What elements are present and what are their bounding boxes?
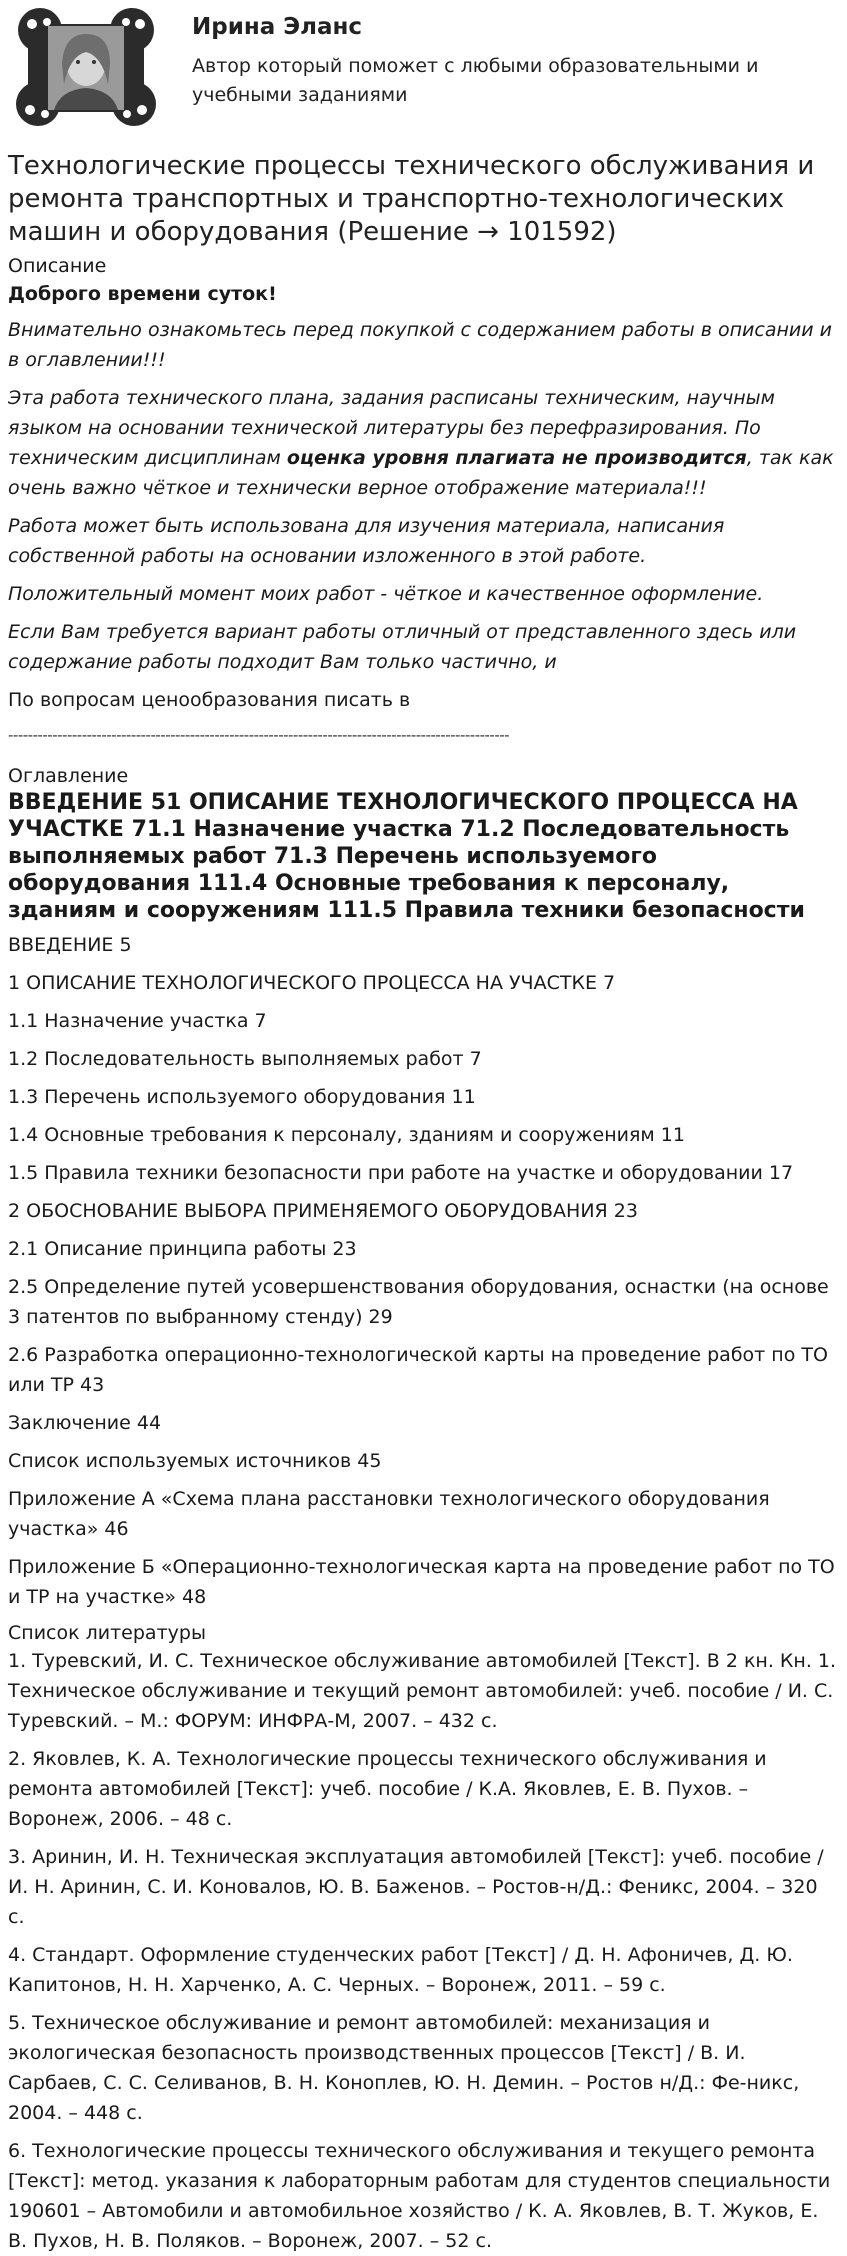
toc-item: 2.1 Описание принципа работы 23: [8, 1238, 357, 1260]
author-name[interactable]: Ирина Эланс: [192, 14, 363, 40]
toc-item: Заключение 44: [8, 1412, 162, 1434]
literature-label: Список литературы: [8, 1622, 206, 1644]
literature-item: 4. Стандарт. Оформление студенческих работ [Текст] / Д. Н. Афоничев, Д. Ю. Капитонов, Н. Н. Харченко, А. С. Черных. – Воронеж, 2011. – 59 с.: [8, 1944, 793, 1996]
description-greeting: Доброго времени суток!: [8, 283, 277, 305]
toc-item: 2.6 Разработка операционно-технологической карты на проведение работ по ТО или ТР 43: [8, 1344, 828, 1396]
description-paragraph: Положительный момент моих работ - чёткое и качественное оформление.: [8, 583, 764, 605]
toc-label: Оглавление: [8, 765, 129, 787]
toc-item: 1 ОПИСАНИЕ ТЕХНОЛОГИЧЕСКОГО ПРОЦЕССА НА УЧАСТКЕ 7: [8, 972, 616, 994]
toc-item: 1.3 Перечень используемого оборудования 11: [8, 1086, 476, 1108]
literature-item: 5. Техническое обслуживание и ремонт автомобилей: механизация и экологическая безопасность производственных процессов [Текст] / В. И. Сарбаев, С. С. Селиванов, В. Н. Коноплев, Ю. Н. Демин. – Ростов н/Д.: Фе-никс, 2004. – 448 с.: [8, 2012, 800, 2124]
toc-list: [8, 930, 837, 1612]
description-paragraph-plagiarism: [8, 383, 837, 503]
toc-item: 2.5 Определение путей усовершенствования оборудования, оснастки (на основе 3 патентов по выбранному стенду) 29: [8, 1276, 829, 1328]
author-header: [8, 0, 837, 140]
plagiarism-text-part: Эта работа технического плана, задания расписаны техническим, научным языком на основании технической литературы без перефразирования. По техническим дисциплинам: [8, 387, 775, 469]
toc-item: 1.5 Правила техники безопасности при работе на участке и оборудовании 17: [8, 1162, 794, 1184]
toc-item: ВВЕДЕНИЕ 5: [8, 934, 132, 956]
literature-list: [8, 1646, 837, 2256]
description-label: Описание: [8, 255, 107, 277]
author-avatar[interactable]: [14, 6, 158, 128]
toc-item: 1.1 Назначение участка 7: [8, 1010, 267, 1032]
description-paragraph: Если Вам требуется вариант работы отличный от представленного здесь или содержание работы подходит Вам только частично, и: [8, 621, 797, 673]
plagiarism-emphasis: оценка уровня плагиата не производится: [286, 447, 747, 469]
divider-line: ------------------------------------------------------------------------------------------------------: [8, 726, 510, 744]
toc-item: 2 ОБОСНОВАНИЕ ВЫБОРА ПРИМЕНЯЕМОГО ОБОРУДОВАНИЯ 23: [8, 1200, 638, 1222]
toc-item: Список используемых источников 45: [8, 1450, 382, 1472]
toc-item: 1.4 Основные требования к персоналу, зданиям и сооружениям 11: [8, 1124, 685, 1146]
toc-item: 1.2 Последовательность выполняемых работ 7: [8, 1048, 482, 1070]
author-description: Автор который поможет с любыми образовательными и учебными заданиями: [192, 55, 759, 106]
work-title: Технологические процессы технического обслуживания и ремонта транспортных и транспортно-технологических машин и оборудования (Решение → 101592): [8, 151, 815, 247]
pricing-contact-text: По вопросам ценообразования писать в: [8, 689, 411, 711]
toc-summary: ВВЕДЕНИЕ 51 ОПИСАНИЕ ТЕХНОЛОГИЧЕСКОГО ПРОЦЕССА НА УЧАСТКЕ 71.1 Назначение участка 71.2 Последовательность выполняемых работ 71.3 Перечень используемого оборудования 111.4 Основные требования к персоналу, зданиям и сооружениям 111.5 Правила техники безопасности: [8, 790, 805, 923]
literature-item: 1. Туревский, И. С. Техническое обслуживание автомобилей [Текст]. В 2 кн. Кн. 1. Техническое обслуживание и текущий ремонт автомобилей: учеб. пособие / И. С. Туревский. – М.: ФОРУМ: ИНФРА-М, 2007. – 432 с.: [8, 1650, 837, 1732]
toc-item: Приложение Б «Операционно-технологическая карта на проведение работ по ТО и ТР на участке» 48: [8, 1556, 835, 1608]
description-paragraph: Внимательно ознакомьтесь перед покупкой с содержанием работы в описании и в оглавлении!!!: [8, 319, 832, 371]
toc-item: Приложение А «Схема плана расстановки технологического оборудования участка» 46: [8, 1488, 770, 1540]
literature-item: 3. Аринин, И. Н. Техническая эксплуатация автомобилей [Текст]: учеб. пособие / И. Н. Аринин, С. И. Коновалов, Ю. В. Баженов. – Ростов-н/Д.: Феникс, 2004. – 320 с.: [8, 1846, 824, 1928]
literature-item: 6. Технологические процессы технического обслуживания и текущего ремонта [Текст]: метод. указания к лабораторным работам для студентов специальности 190601 – Автомобили и автомобильное хозяйство / К. А. Яковлев, В. Т. Жуков, Е. В. Пухов, Н. В. Поляков. – Воронеж, 2007. – 52 с.: [8, 2140, 831, 2252]
description-section: [8, 279, 837, 745]
plagiarism-text-part: , так как очень важно чёткое и технически верное отображение материала!!!: [8, 447, 834, 499]
literature-item: 2. Яковлев, К. А. Технологические процессы технического обслуживания и ремонта автомобилей [Текст]: учеб. пособие / К.А. Яковлев, Е. В. Пухов. – Воронеж, 2006. – 48 с.: [8, 1748, 767, 1830]
description-paragraph: Работа может быть использована для изучения материала, написания собственной работы на основании изложенного в этой работе.: [8, 515, 725, 567]
